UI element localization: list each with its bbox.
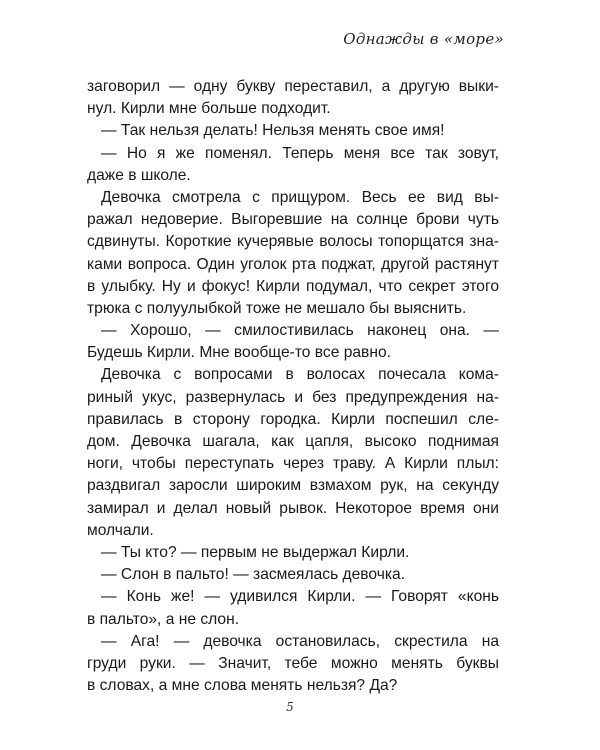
text-line: — Хорошо, — смилостивилась наконец она. — bbox=[101, 322, 499, 340]
paragraph bbox=[87, 631, 499, 698]
text-line: замирал и делал новый рывок. Некоторое время они bbox=[87, 499, 499, 517]
text-line: сдвинуты. Короткие кучерявые волосы топорщатся зна- bbox=[87, 233, 499, 251]
paragraph bbox=[87, 564, 499, 586]
paragraph bbox=[87, 76, 499, 120]
text-line: в словах, а мне слова менять нельзя? Да? bbox=[87, 677, 398, 695]
paragraph bbox=[87, 187, 499, 320]
running-head: Однажды в «море» bbox=[343, 30, 504, 48]
paragraph bbox=[87, 542, 499, 564]
paragraph bbox=[87, 143, 499, 187]
text-line: Девочка с вопросами в волосах почесала кома- bbox=[101, 366, 499, 384]
paragraph bbox=[87, 320, 499, 364]
text-line: молчали. bbox=[87, 521, 154, 539]
text-line: — Но я же поменял. Теперь меня все так зовут, bbox=[101, 144, 499, 162]
paragraph bbox=[87, 120, 499, 142]
text-line: нул. Кирли мне больше подходит. bbox=[87, 100, 331, 118]
text-line: правилась в сторону городка. Кирли поспешил сле- bbox=[87, 410, 499, 428]
text-line: трюка с полуулыбкой тоже не мешало бы выяснить. bbox=[87, 299, 467, 317]
text-line: Девочка смотрела с прищуром. Весь ее вид вы- bbox=[101, 188, 499, 206]
text-line: дом. Девочка шагала, как цапля, высоко поднимая bbox=[87, 433, 499, 450]
text-line: ками вопроса. Один уголок рта поджат, другой растянут bbox=[87, 255, 499, 273]
text-line: риный укус, развернулась и без предупреждения на- bbox=[87, 388, 499, 406]
text-line: даже в школе. bbox=[87, 166, 191, 184]
text-line: — Слон в пальто! — засмеялась девочка. bbox=[101, 566, 406, 584]
text-line: — Ты кто? — первым не выдержал Кирли. bbox=[101, 543, 410, 561]
text-line: ражал недоверие. Выгоревшие на солнце брови чуть bbox=[87, 211, 499, 229]
text-line: в пальто», а не слон. bbox=[87, 610, 240, 628]
paragraph bbox=[87, 586, 499, 630]
text-line: ноги, чтобы переступать через траву. А Кирли плыл: bbox=[87, 455, 499, 473]
text-line: груди руки. — Значит, тебе можно менять буквы bbox=[87, 654, 499, 672]
text-line: в улыбку. Ну и фокус! Кирли подумал, что секрет этого bbox=[87, 277, 499, 295]
text-line: — Так нельзя делать! Нельзя менять свое имя! bbox=[101, 122, 445, 140]
page-number: 5 bbox=[286, 700, 294, 714]
text-line: Будешь Кирли. Мне вообще-то все равно. bbox=[87, 344, 391, 362]
paragraph bbox=[87, 364, 499, 542]
text-line: — Конь же! — удивился Кирли. — Говорят «конь bbox=[101, 588, 499, 606]
text-line: раздвигал заросли широким взмахом рук, на секунду bbox=[87, 477, 499, 495]
body-text bbox=[87, 76, 499, 697]
text-line: заговорил — одну букву переставил, а другую выки- bbox=[87, 78, 499, 95]
text-line: — Ага! — девочка остановилась, скрестила на bbox=[101, 632, 499, 650]
